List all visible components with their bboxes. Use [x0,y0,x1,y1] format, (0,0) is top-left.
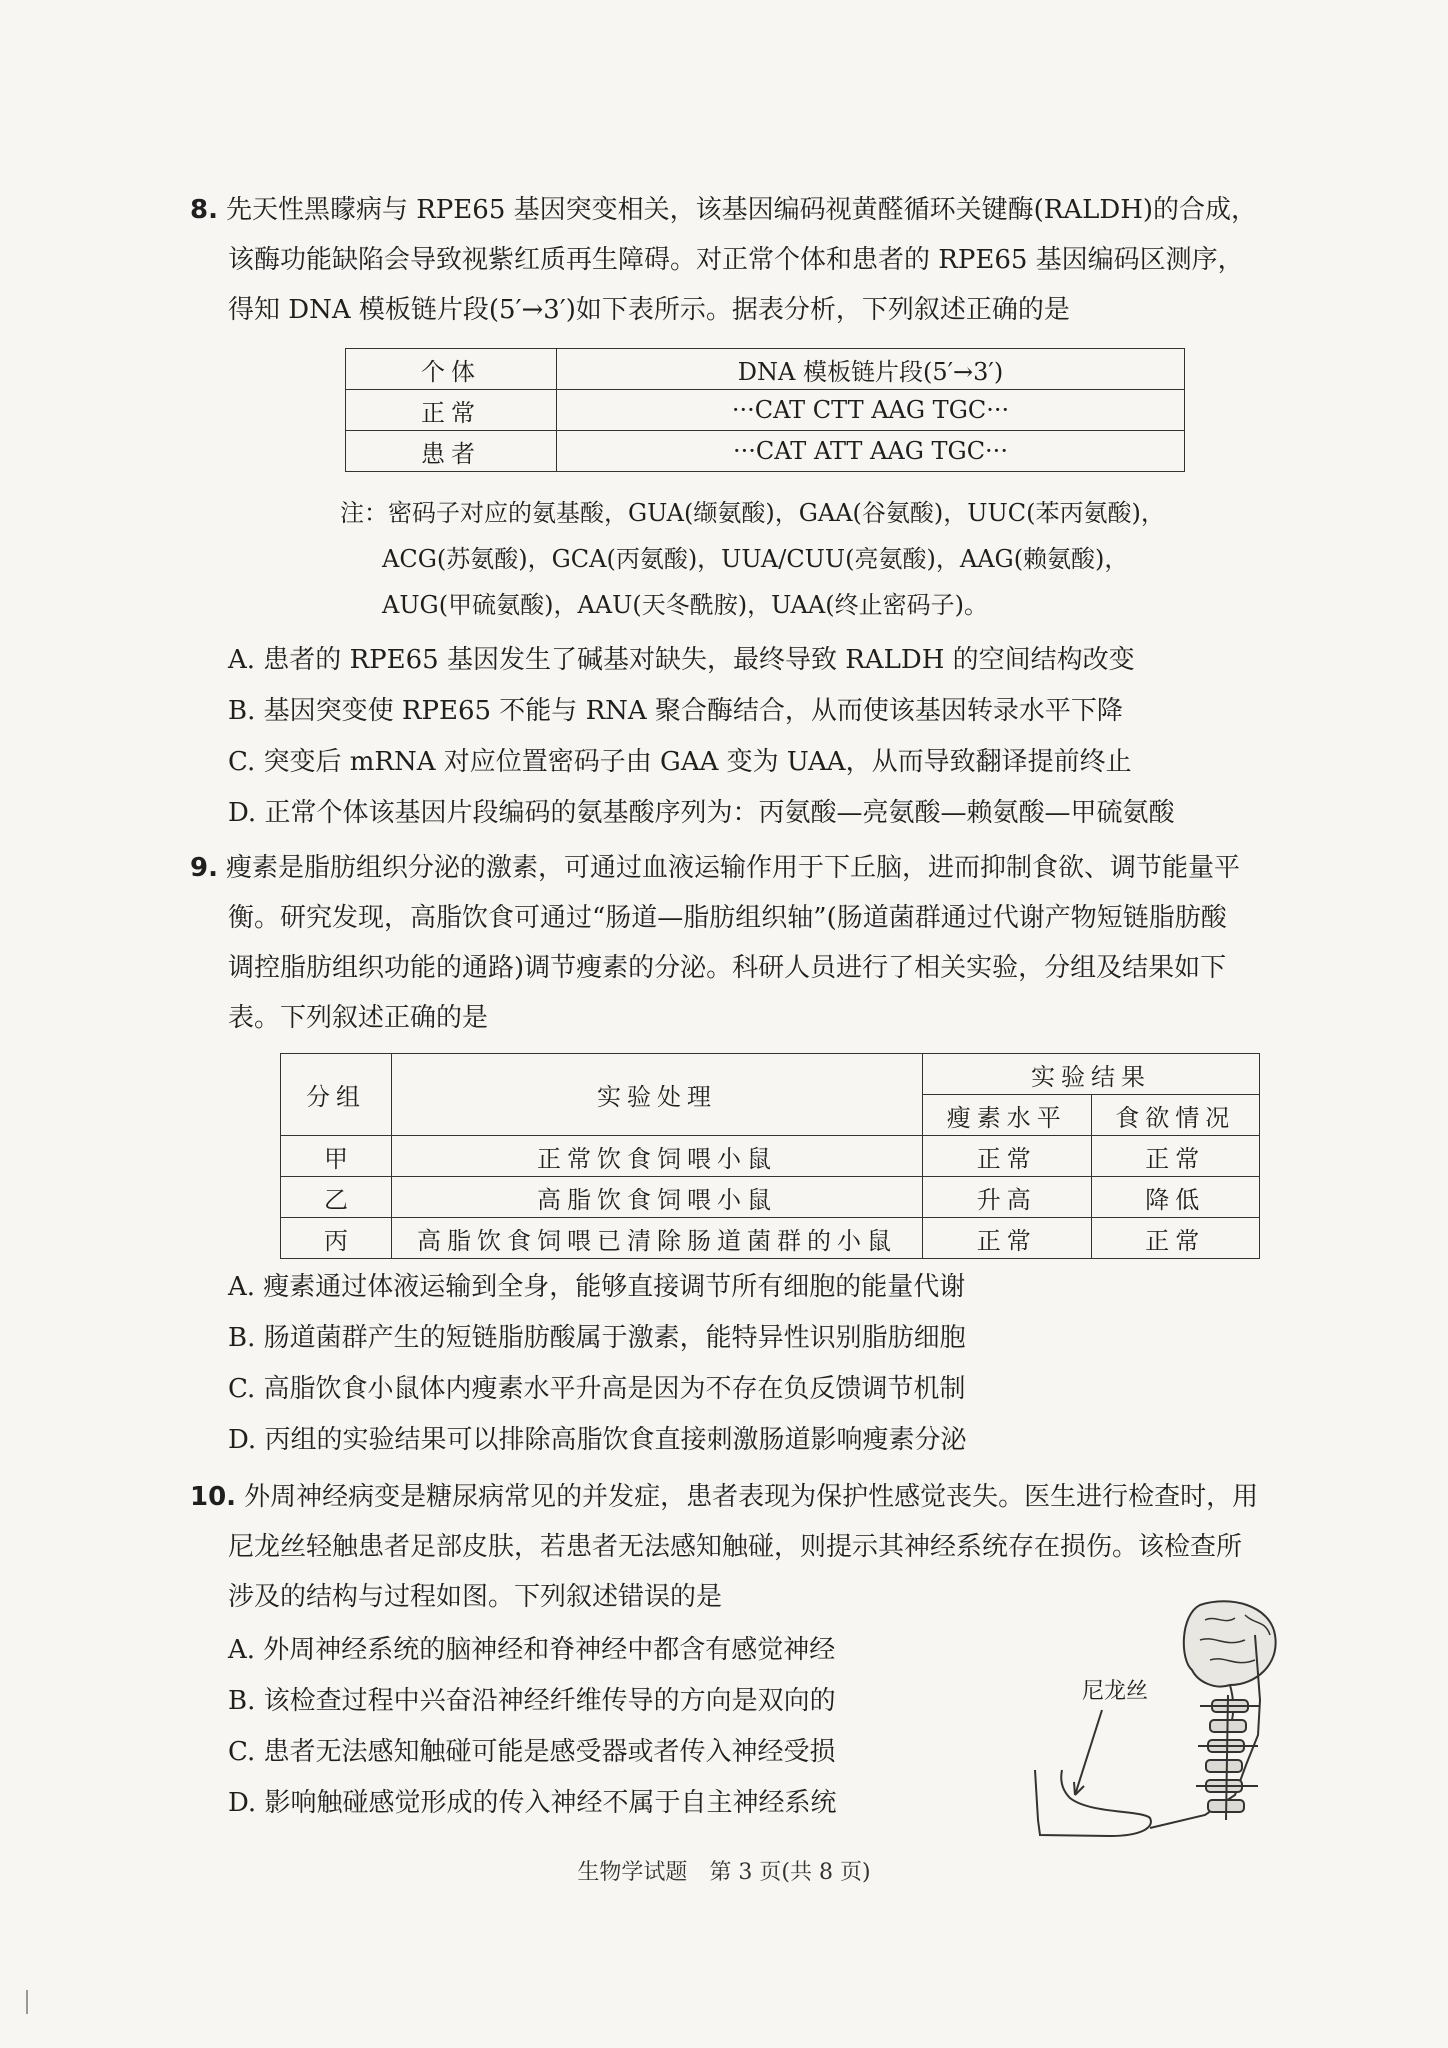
q10-number: 10. [190,1482,237,1512]
q9-header-group: 分组 [281,1054,392,1136]
table-row [346,390,1185,431]
q8-note [340,490,1165,628]
q8-header-sequence: DNA 模板链片段(5′→3′) [557,349,1185,390]
q8-sequence-table [345,348,1185,472]
q8-row-normal-label: 正常 [346,390,557,431]
q9-stem-line-3: 调控脂肪组织功能的通路)调节瘦素的分泌。科研人员进行了相关实验，分组及结果如下 [228,953,1227,983]
q9-cell: 正常 [1091,1136,1260,1177]
q9-header-results: 实验结果 [923,1054,1260,1095]
q9-cell: 高脂饮食饲喂已清除肠道菌群的小鼠 [392,1218,923,1259]
q8-stem-line-1: 8. 先天性黑矇病与 RPE65 基因突变相关，该基因编码视黄醛循环关键酶(RALDH)的合成， [190,195,1258,225]
q9-cell: 正常饮食饲喂小鼠 [392,1136,923,1177]
q9-header-appetite: 食欲情况 [1091,1095,1260,1136]
q9-options [190,1262,1310,1466]
q8-option-d[interactable]: D. 正常个体该基因片段编码的氨基酸序列为：丙氨酸—亮氨酸—赖氨酸—甲硫氨酸 [228,798,1175,828]
table-row [281,1136,1260,1177]
foot-icon [1035,1770,1151,1836]
q8-note-line-2: ACG(苏氨酸)，GCA(丙氨酸)，UUA/CUU(亮氨酸)，AAG(赖氨酸)， [382,545,1129,573]
table-row [346,349,1185,390]
q9-cell: 乙 [281,1177,392,1218]
q9-cell: 甲 [281,1136,392,1177]
q8-header-individual: 个体 [346,349,557,390]
q9-option-d[interactable]: D. 丙组的实验结果可以排除高脂饮食直接刺激肠道影响瘦素分泌 [228,1425,967,1455]
q8-note-line-1: 注：密码子对应的氨基酸，GUA(缬氨酸)，GAA(谷氨酸)，UUC(苯丙氨酸)， [340,499,1165,527]
q8-options [190,635,1310,839]
q10-option-d[interactable]: D. 影响触碰感觉形成的传入神经不属于自主神经系统 [228,1788,837,1818]
q10-option-a[interactable]: A. 外周神经系统的脑神经和脊神经中都含有感觉神经 [228,1635,836,1665]
table-row [281,1054,1260,1095]
page-footer: 生物学试题 第 3 页(共 8 页) [577,1860,871,1885]
table-row [346,431,1185,472]
q8-stem-line-2: 该酶功能缺陷会导致视紫红质再生障碍。对正常个体和患者的 RPE65 基因编码区测序， [228,245,1244,275]
q9-stem-line-2: 衡。研究发现，高脂饮食可通过“肠道—脂肪组织轴”(肠道菌群通过代谢产物短链脂肪酸 [228,903,1227,933]
q8-option-b[interactable]: B. 基因突变使 RPE65 不能与 RNA 聚合酶结合，从而使该基因转录水平下降 [228,696,1123,726]
q9-results-table [280,1053,1260,1259]
q8-row-patient-label: 患者 [346,431,557,472]
q8-stem-line-3: 得知 DNA 模板链片段(5′→3′)如下表所示。据表分析，下列叙述正确的是 [228,295,1070,325]
q9-stem-line-4: 表。下列叙述正确的是 [228,1003,489,1033]
q10-stem-line-3: 涉及的结构与过程如图。下列叙述错误的是 [228,1582,723,1612]
q10-option-c[interactable]: C. 患者无法感知触碰可能是感受器或者传入神经受损 [228,1737,836,1767]
question-9 [190,843,1310,1043]
q8-row-normal-seq: ···CAT CTT AAG TGC··· [557,390,1185,431]
q9-cell: 丙 [281,1218,392,1259]
q9-number: 9. [190,853,218,883]
nylon-filament-icon [1075,1710,1102,1795]
q9-header-leptin: 瘦素水平 [923,1095,1092,1136]
q8-number: 8. [190,195,218,225]
nervous-system-figure [1030,1590,1280,1840]
q9-stem-line-1: 9. 瘦素是脂肪组织分泌的激素，可通过血液运输作用于下丘脑，进而抑制食欲、调节能量平 [190,853,1240,883]
q9-option-c[interactable]: C. 高脂饮食小鼠体内瘦素水平升高是因为不存在负反馈调节机制 [228,1374,966,1404]
q9-cell: 正常 [923,1136,1092,1177]
nylon-filament-label: 尼龙丝 [1082,1679,1149,1704]
q8-row-patient-seq: ···CAT ATT AAG TGC··· [557,431,1185,472]
q8-option-a[interactable]: A. 患者的 RPE65 基因发生了碱基对缺失，最终导致 RALDH 的空间结构改变 [228,645,1135,675]
q9-cell: 正常 [923,1218,1092,1259]
table-row [281,1218,1260,1259]
q9-cell: 高脂饮食饲喂小鼠 [392,1177,923,1218]
q9-header-treatment: 实验处理 [392,1054,923,1136]
q9-cell: 降低 [1091,1177,1260,1218]
q8-option-c[interactable]: C. 突变后 mRNA 对应位置密码子由 GAA 变为 UAA，从而导致翻译提前终止 [228,747,1132,777]
spinal-cord-icon [1196,1695,1260,1820]
q10-options [190,1625,950,1829]
q10-option-b[interactable]: B. 该检查过程中兴奋沿神经纤维传导的方向是双向的 [228,1686,836,1716]
q9-option-b[interactable]: B. 肠道菌群产生的短链脂肪酸属于激素，能特异性识别脂肪细胞 [228,1323,966,1353]
q10-stem-line-2: 尼龙丝轻触患者足部皮肤，若患者无法感知触碰，则提示其神经系统存在损伤。该检查所 [228,1532,1243,1562]
margin-mark [26,1990,28,2014]
nervous-system-illustration [1030,1590,1280,1840]
q9-cell: 正常 [1091,1218,1260,1259]
q8-note-line-3: AUG(甲硫氨酸)，AAU(天冬酰胺)，UAA(终止密码子)。 [382,591,988,619]
question-8 [190,185,1310,335]
q9-cell: 升高 [923,1177,1092,1218]
q10-stem-line-1: 10. 外周神经病变是糖尿病常见的并发症，患者表现为保护性感觉丧失。医生进行检查时，用 [190,1482,1259,1512]
table-row [281,1177,1260,1218]
q9-option-a[interactable]: A. 瘦素通过体液运输到全身，能够直接调节所有细胞的能量代谢 [228,1272,966,1302]
